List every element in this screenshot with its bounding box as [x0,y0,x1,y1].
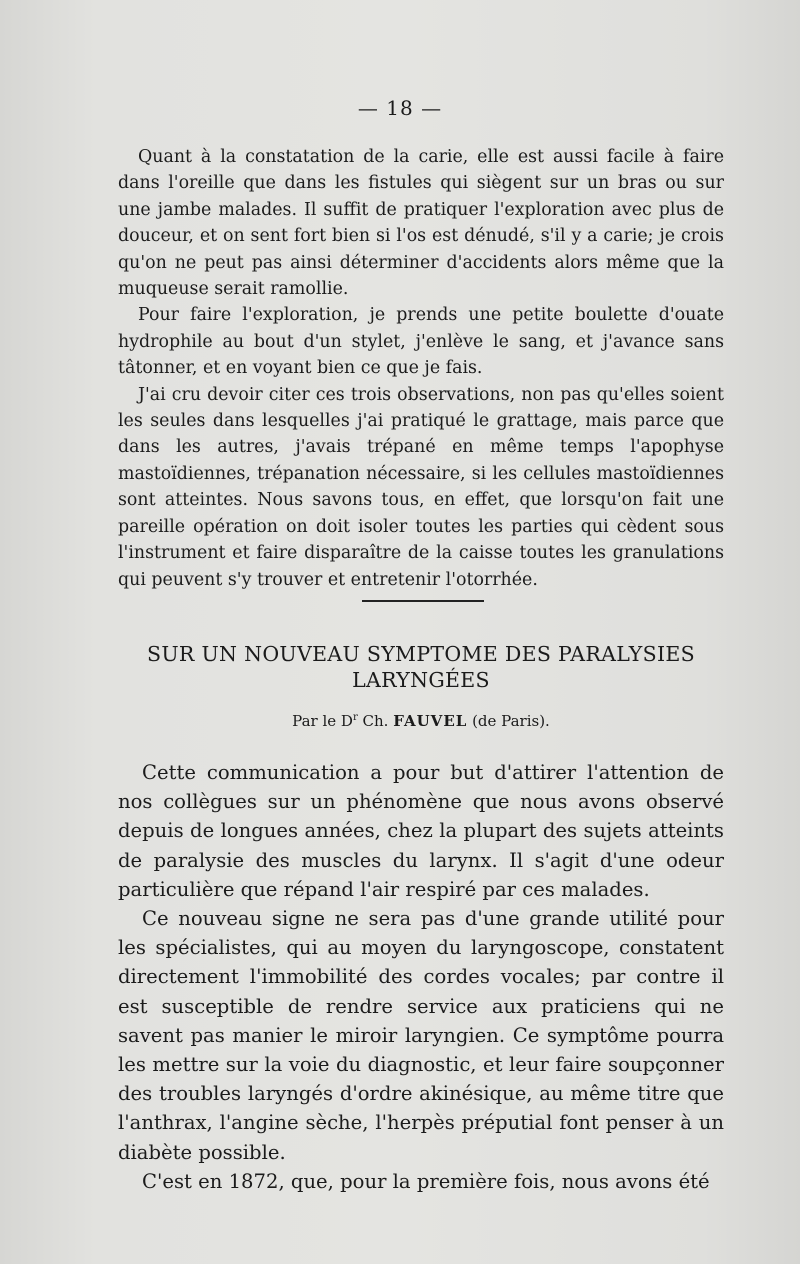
paragraph: J'ai cru devoir citer ces trois observations, non pas qu'elles soient les seules dans lesquelles j'ai pratiqué le grattage, mais parce que dans les autres, j'avais trépané en même temps l'apophyse mastoïdiennes, trépanation nécessaire, si les cellules mastoïdiennes sont atteintes. Nous savons tous, en effet, que lorsqu'on fait une pareille opération on doit isoler toutes les parties qui cèdent sous l'instrument et faire disparaître de la caisse toutes les granulations qui peuvent s'y trouver et entretenir l'otorrhée. [118,384,724,590]
paragraph: Cette communication a pour but d'attirer l'attention de nos collègues sur un phénomène que nous avons observé depuis de longues années, chez la plupart des sujets atteints de paralysie des muscles du larynx. Il s'agit d'une odeur particulière que répand l'air respiré par ces malades. [118,761,724,901]
byline-initial: Ch. [362,712,389,730]
previous-article-text [118,144,724,593]
paragraph: Quant à la constatation de la carie, elle est aussi facile à faire dans l'oreille que dans les fistules qui siègent sur un bras ou sur une jambe malades. Il suffit de pratiquer l'exploration avec plus de douceur, et on sent fort bien si l'os est dénudé, s'il y a carie; je crois qu'on ne peut pas ainsi déterminer d'accidents alors même que la muqueuse serait ramollie. [118,147,724,300]
paragraph: C'est en 1872, que, pour la première fois, nous avons été [142,1169,710,1193]
author-name: FAUVEL [393,712,468,730]
article-title-line: LARYNGÉES [352,668,490,692]
byline [118,707,724,732]
article-body [118,758,724,1196]
byline-prefix: Par le D [292,712,353,730]
byline-sup: r [352,712,358,723]
article-title [118,641,724,693]
paragraph: Ce nouveau signe ne sera pas d'une grande utilité pour les spécialistes, qui au moyen du laryngoscope, constatent directement l'immobilité des cordes vocales; par contre il est susceptible de rendre service aux praticiens qui ne savent pas manier le miroir laryngien. Ce symptôme pourra les mettre sur la voie du diagnostic, et leur faire soupçonner des troubles laryngés d'ordre akinésique, au même titre que l'anthrax, l'angine sèche, l'herpès préputial font penser à un diabète possible. [118,907,724,1164]
article-title-line: SUR UN NOUVEAU SYMPTOME DES PARALYSIES [146,642,695,666]
page-number: — 18 — [357,96,443,120]
paragraph: Pour faire l'exploration, je prends une petite boulette d'ouate hydrophile au bout d'un stylet, j'enlève le sang, et j'avance sans tâtonner, et en voyant bien ce que je fais. [118,305,724,379]
byline-suffix: (de Paris). [472,712,550,730]
section-divider [362,600,484,602]
